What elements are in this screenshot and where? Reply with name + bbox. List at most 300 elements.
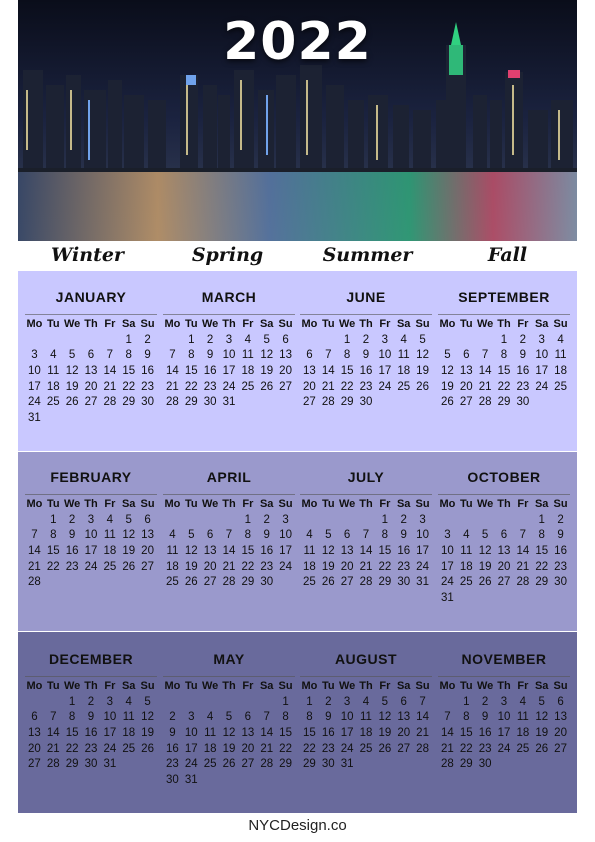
day-cell: 17 <box>416 545 429 558</box>
day-cell: 17 <box>497 727 511 740</box>
day-cell: 15 <box>122 365 136 378</box>
day-cell: 22 <box>184 380 198 393</box>
month-march <box>163 288 295 411</box>
day-cell: 4 <box>306 529 313 542</box>
day-cell: 30 <box>516 396 530 409</box>
day-cell: 9 <box>263 529 270 542</box>
day-cell: 24 <box>28 396 41 409</box>
day-cell: 25 <box>397 380 411 393</box>
day-cell: 12 <box>441 365 454 378</box>
day-cell: 27 <box>203 576 217 589</box>
day-cell: 9 <box>519 349 527 362</box>
day-cell: 28 <box>28 576 41 589</box>
day-cell: 23 <box>203 380 217 393</box>
day-cell: 29 <box>340 396 354 409</box>
day-cell: 5 <box>481 529 489 542</box>
month-name: AUGUST <box>334 651 398 667</box>
day-cell: 7 <box>31 529 38 542</box>
day-cell: 3 <box>538 333 545 346</box>
weekday-header: Tu <box>46 498 60 510</box>
day-cell: 28 <box>416 742 429 755</box>
day-cell: 26 <box>65 396 79 409</box>
season-summer: Summer <box>322 244 413 266</box>
day-blank <box>476 513 495 529</box>
month-divider <box>300 494 432 495</box>
day-cell: 30 <box>141 396 154 409</box>
weekday-header: Su <box>415 680 430 692</box>
day-cell: 11 <box>47 365 60 378</box>
day-cell: 21 <box>321 380 335 393</box>
day-cell: 19 <box>65 380 79 393</box>
day-cell: 11 <box>166 545 179 558</box>
weekday-header: Su <box>140 680 155 692</box>
month-name: SEPTEMBER <box>458 289 550 305</box>
day-cell: 18 <box>241 365 255 378</box>
weekday-header: We <box>201 680 219 692</box>
day-cell: 4 <box>400 333 407 346</box>
day-cell: 8 <box>68 711 76 724</box>
month-divider <box>163 494 295 495</box>
day-cell: 19 <box>260 365 274 378</box>
day-cell: 12 <box>65 365 79 378</box>
weekday-header: Th <box>222 318 236 330</box>
day-cell: 15 <box>184 365 198 378</box>
day-cell: 9 <box>325 711 332 724</box>
day-cell: 4 <box>519 695 527 708</box>
day-cell: 13 <box>84 365 98 378</box>
weekday-header: Mo <box>164 318 181 330</box>
day-cell: 6 <box>87 349 95 362</box>
weekday-header: Sa <box>534 318 549 330</box>
day-cell: 13 <box>554 711 567 724</box>
day-cell: 13 <box>28 727 41 740</box>
month-name: JANUARY <box>55 289 127 305</box>
day-cell: 14 <box>516 545 530 558</box>
day-cell: 16 <box>321 727 335 740</box>
day-cell: 4 <box>125 695 132 708</box>
weekday-header: Sa <box>396 318 411 330</box>
day-cell: 16 <box>84 727 98 740</box>
day-blank <box>44 695 63 711</box>
day-cell: 19 <box>184 560 198 573</box>
day-cell: 7 <box>50 711 57 724</box>
day-cell: 15 <box>65 727 79 740</box>
day-cell: 17 <box>279 545 292 558</box>
day-cell: 24 <box>416 560 429 573</box>
day-cell: 8 <box>463 711 470 724</box>
day-cell: 27 <box>459 396 473 409</box>
day-cell: 20 <box>497 560 511 573</box>
day-cell: 13 <box>303 365 316 378</box>
day-cell: 18 <box>46 380 60 393</box>
day-cell: 11 <box>360 711 372 724</box>
day-cell: 2 <box>263 513 270 526</box>
day-cell: 13 <box>459 365 473 378</box>
day-cell: 19 <box>416 365 429 378</box>
day-cell: 23 <box>478 742 492 755</box>
day-cell: 10 <box>84 529 98 542</box>
day-cell: 5 <box>188 529 195 542</box>
day-cell: 29 <box>184 396 198 409</box>
day-cell: 29 <box>241 576 255 589</box>
day-blank <box>513 513 532 529</box>
day-cell: 28 <box>321 396 335 409</box>
day-cell: 3 <box>444 529 451 542</box>
day-cell: 16 <box>203 365 217 378</box>
day-cell: 25 <box>303 576 316 589</box>
weekday-header: We <box>63 498 81 510</box>
day-cell: 8 <box>500 349 508 362</box>
day-blank <box>201 513 220 529</box>
day-cell: 10 <box>279 529 292 542</box>
day-cell: 1 <box>343 333 351 346</box>
weekday-header: We <box>338 318 356 330</box>
day-cell: 1 <box>244 513 252 526</box>
day-cell: 3 <box>381 333 389 346</box>
day-blank <box>495 513 514 529</box>
day-cell: 18 <box>459 560 473 573</box>
weekday-header: Fr <box>242 498 254 510</box>
day-cell: 5 <box>68 349 76 362</box>
day-cell: 8 <box>125 349 132 362</box>
day-cell: 7 <box>325 349 332 362</box>
day-cell: 1 <box>125 333 132 346</box>
day-cell: 7 <box>169 349 176 362</box>
day-cell: 24 <box>103 742 117 755</box>
weekday-header: Sa <box>396 498 411 510</box>
day-cell: 14 <box>321 365 335 378</box>
day-cell: 6 <box>557 695 564 708</box>
day-cell: 20 <box>141 545 154 558</box>
day-grid <box>25 317 157 427</box>
weekday-header: Fr <box>379 680 391 692</box>
weekday-header: Su <box>278 498 293 510</box>
day-cell: 26 <box>184 576 198 589</box>
day-cell: 12 <box>321 545 335 558</box>
month-november <box>438 650 570 773</box>
day-cell: 23 <box>65 560 79 573</box>
day-cell: 2 <box>325 695 332 708</box>
month-may <box>163 650 295 789</box>
month-divider <box>25 494 157 495</box>
day-cell: 4 <box>244 333 252 346</box>
day-cell: 27 <box>84 396 98 409</box>
day-cell: 23 <box>141 380 154 393</box>
day-cell: 6 <box>144 513 151 526</box>
weekday-header: Th <box>84 318 98 330</box>
day-cell: 27 <box>28 758 41 771</box>
day-cell: 26 <box>378 742 392 755</box>
weekday-header: Mo <box>439 318 456 330</box>
day-cell: 8 <box>306 711 313 724</box>
day-cell: 28 <box>222 576 236 589</box>
weekday-header: Sa <box>121 318 136 330</box>
day-blank <box>438 333 457 349</box>
weekday-header: Th <box>84 498 98 510</box>
day-cell: 22 <box>535 560 549 573</box>
day-cell: 18 <box>397 365 411 378</box>
day-cell: 15 <box>535 545 549 558</box>
day-blank <box>319 333 338 349</box>
day-cell: 26 <box>141 742 154 755</box>
weekday-header: We <box>201 498 219 510</box>
day-cell: 14 <box>359 545 373 558</box>
month-july <box>300 468 432 591</box>
day-cell: 10 <box>441 545 454 558</box>
day-cell: 20 <box>279 365 292 378</box>
day-cell: 13 <box>279 349 292 362</box>
day-cell: 11 <box>122 711 135 724</box>
year-title: 2022 <box>223 12 372 72</box>
day-cell: 16 <box>397 545 411 558</box>
weekday-header: Sa <box>259 498 274 510</box>
day-cell: 5 <box>444 349 451 362</box>
day-cell: 26 <box>260 380 274 393</box>
day-cell: 31 <box>441 592 454 605</box>
day-cell: 19 <box>141 727 154 740</box>
day-cell: 21 <box>260 742 274 755</box>
day-blank <box>63 333 82 349</box>
day-cell: 1 <box>68 695 76 708</box>
day-cell: 8 <box>381 529 389 542</box>
weekday-header: Tu <box>321 680 335 692</box>
day-grid <box>163 679 295 789</box>
day-cell: 15 <box>241 545 255 558</box>
day-cell: 11 <box>303 545 316 558</box>
day-cell: 9 <box>87 711 95 724</box>
day-cell: 6 <box>282 333 289 346</box>
day-cell: 17 <box>103 727 117 740</box>
weekday-header: Tu <box>184 498 198 510</box>
day-cell: 24 <box>222 380 236 393</box>
day-blank <box>201 695 220 711</box>
day-cell: 22 <box>303 742 316 755</box>
day-cell: 5 <box>325 529 332 542</box>
day-cell: 12 <box>478 545 492 558</box>
day-cell: 5 <box>381 695 389 708</box>
day-cell: 23 <box>516 380 530 393</box>
day-cell: 20 <box>28 742 41 755</box>
day-cell: 1 <box>306 695 313 708</box>
day-cell: 24 <box>184 758 198 771</box>
day-blank <box>357 513 376 529</box>
weekday-header: Fr <box>379 498 391 510</box>
month-divider <box>438 314 570 315</box>
month-august <box>300 650 432 773</box>
day-cell: 15 <box>303 727 316 740</box>
month-divider <box>438 676 570 677</box>
day-cell: 30 <box>397 576 411 589</box>
day-cell: 2 <box>481 695 489 708</box>
day-cell: 8 <box>282 711 289 724</box>
day-cell: 17 <box>184 742 198 755</box>
weekday-header: Mo <box>164 498 181 510</box>
day-cell: 25 <box>166 576 179 589</box>
weekday-header: We <box>63 318 81 330</box>
day-cell: 25 <box>241 380 255 393</box>
weekday-header: Mo <box>439 498 456 510</box>
day-cell: 7 <box>362 529 370 542</box>
day-cell: 24 <box>340 742 354 755</box>
day-cell: 26 <box>416 380 429 393</box>
day-cell: 21 <box>222 560 236 573</box>
day-cell: 23 <box>260 560 274 573</box>
day-cell: 13 <box>141 529 154 542</box>
day-blank <box>338 513 357 529</box>
day-cell: 23 <box>359 380 373 393</box>
day-blank <box>220 695 239 711</box>
day-cell: 26 <box>478 576 492 589</box>
month-june <box>300 288 432 411</box>
month-divider <box>163 676 295 677</box>
day-grid <box>438 497 570 607</box>
weekday-header: Su <box>553 498 568 510</box>
day-cell: 25 <box>122 742 136 755</box>
day-blank <box>319 513 338 529</box>
day-cell: 28 <box>478 396 492 409</box>
day-cell: 16 <box>65 545 79 558</box>
day-cell: 23 <box>554 560 567 573</box>
day-blank <box>182 513 201 529</box>
day-cell: 2 <box>519 333 527 346</box>
weekday-header: Th <box>84 680 98 692</box>
day-cell: 24 <box>378 380 392 393</box>
day-cell: 12 <box>184 545 198 558</box>
day-blank <box>300 333 319 349</box>
weekday-header: We <box>201 318 219 330</box>
day-cell: 2 <box>68 513 76 526</box>
day-cell: 21 <box>416 727 429 740</box>
weekday-header: Th <box>359 498 373 510</box>
day-cell: 6 <box>500 529 508 542</box>
day-cell: 7 <box>419 695 426 708</box>
day-cell: 17 <box>535 365 549 378</box>
day-cell: 11 <box>460 545 473 558</box>
day-cell: 17 <box>378 365 392 378</box>
day-cell: 20 <box>241 742 255 755</box>
day-cell: 7 <box>481 349 489 362</box>
day-cell: 7 <box>444 711 451 724</box>
day-cell: 8 <box>343 349 351 362</box>
day-cell: 21 <box>166 380 179 393</box>
weekday-header: Mo <box>439 680 456 692</box>
day-cell: 28 <box>260 758 274 771</box>
day-cell: 15 <box>46 545 60 558</box>
day-cell: 3 <box>31 349 38 362</box>
day-cell: 18 <box>166 560 179 573</box>
day-cell: 3 <box>106 695 114 708</box>
day-blank <box>457 333 476 349</box>
day-cell: 17 <box>28 380 41 393</box>
weekday-header: Mo <box>301 680 318 692</box>
day-cell: 25 <box>554 380 567 393</box>
day-cell: 5 <box>225 711 233 724</box>
day-cell: 14 <box>103 365 117 378</box>
day-cell: 18 <box>203 742 217 755</box>
day-cell: 3 <box>500 695 508 708</box>
day-cell: 23 <box>84 742 98 755</box>
weekday-header: Mo <box>301 318 318 330</box>
month-divider <box>25 676 157 677</box>
day-cell: 21 <box>478 380 492 393</box>
day-cell: 18 <box>359 727 373 740</box>
month-name: APRIL <box>206 469 252 485</box>
day-cell: 1 <box>50 513 57 526</box>
season-winter: Winter <box>51 244 124 266</box>
day-cell: 16 <box>359 365 373 378</box>
day-blank <box>438 695 457 711</box>
day-cell: 3 <box>188 711 195 724</box>
day-cell: 21 <box>359 560 373 573</box>
day-cell: 10 <box>28 365 41 378</box>
weekday-header: Sa <box>534 498 549 510</box>
day-cell: 13 <box>397 711 411 724</box>
day-cell: 20 <box>340 560 354 573</box>
weekday-header: Th <box>222 498 236 510</box>
day-cell: 9 <box>144 349 151 362</box>
weekday-header: Su <box>415 498 430 510</box>
weekday-header: Tu <box>459 498 473 510</box>
footer-credit: NYCDesign.co <box>248 817 347 834</box>
day-cell: 18 <box>103 545 117 558</box>
day-cell: 6 <box>343 529 351 542</box>
day-cell: 7 <box>225 529 233 542</box>
day-cell: 19 <box>222 742 236 755</box>
day-cell: 16 <box>166 742 179 755</box>
day-blank <box>300 513 319 529</box>
weekday-header: Th <box>497 498 511 510</box>
day-cell: 3 <box>282 513 289 526</box>
day-cell: 31 <box>184 774 198 787</box>
day-cell: 5 <box>263 333 270 346</box>
day-cell: 20 <box>303 380 316 393</box>
day-cell: 11 <box>204 727 217 740</box>
day-cell: 4 <box>50 349 57 362</box>
day-cell: 15 <box>459 727 473 740</box>
day-blank <box>25 513 44 529</box>
day-cell: 2 <box>169 711 176 724</box>
day-cell: 22 <box>65 742 79 755</box>
day-cell: 4 <box>362 695 370 708</box>
day-cell: 18 <box>554 365 567 378</box>
day-cell: 22 <box>378 560 392 573</box>
month-name: JUNE <box>346 289 386 305</box>
day-cell: 4 <box>206 711 214 724</box>
day-cell: 11 <box>103 529 116 542</box>
month-name: MARCH <box>201 289 257 305</box>
day-blank <box>438 513 457 529</box>
day-cell: 10 <box>535 349 549 362</box>
day-cell: 1 <box>282 695 289 708</box>
day-grid <box>163 497 295 591</box>
day-cell: 2 <box>362 333 370 346</box>
day-cell: 9 <box>206 349 214 362</box>
day-cell: 25 <box>103 560 117 573</box>
day-cell: 26 <box>122 560 136 573</box>
day-cell: 19 <box>478 560 492 573</box>
day-cell: 28 <box>46 758 60 771</box>
month-divider <box>438 494 570 495</box>
day-cell: 19 <box>378 727 392 740</box>
day-cell: 12 <box>122 529 136 542</box>
day-cell: 26 <box>535 742 549 755</box>
day-blank <box>82 333 101 349</box>
day-cell: 20 <box>459 380 473 393</box>
month-december <box>25 650 157 773</box>
day-cell: 22 <box>459 742 473 755</box>
weekday-header: Mo <box>26 318 43 330</box>
day-blank <box>163 333 182 349</box>
